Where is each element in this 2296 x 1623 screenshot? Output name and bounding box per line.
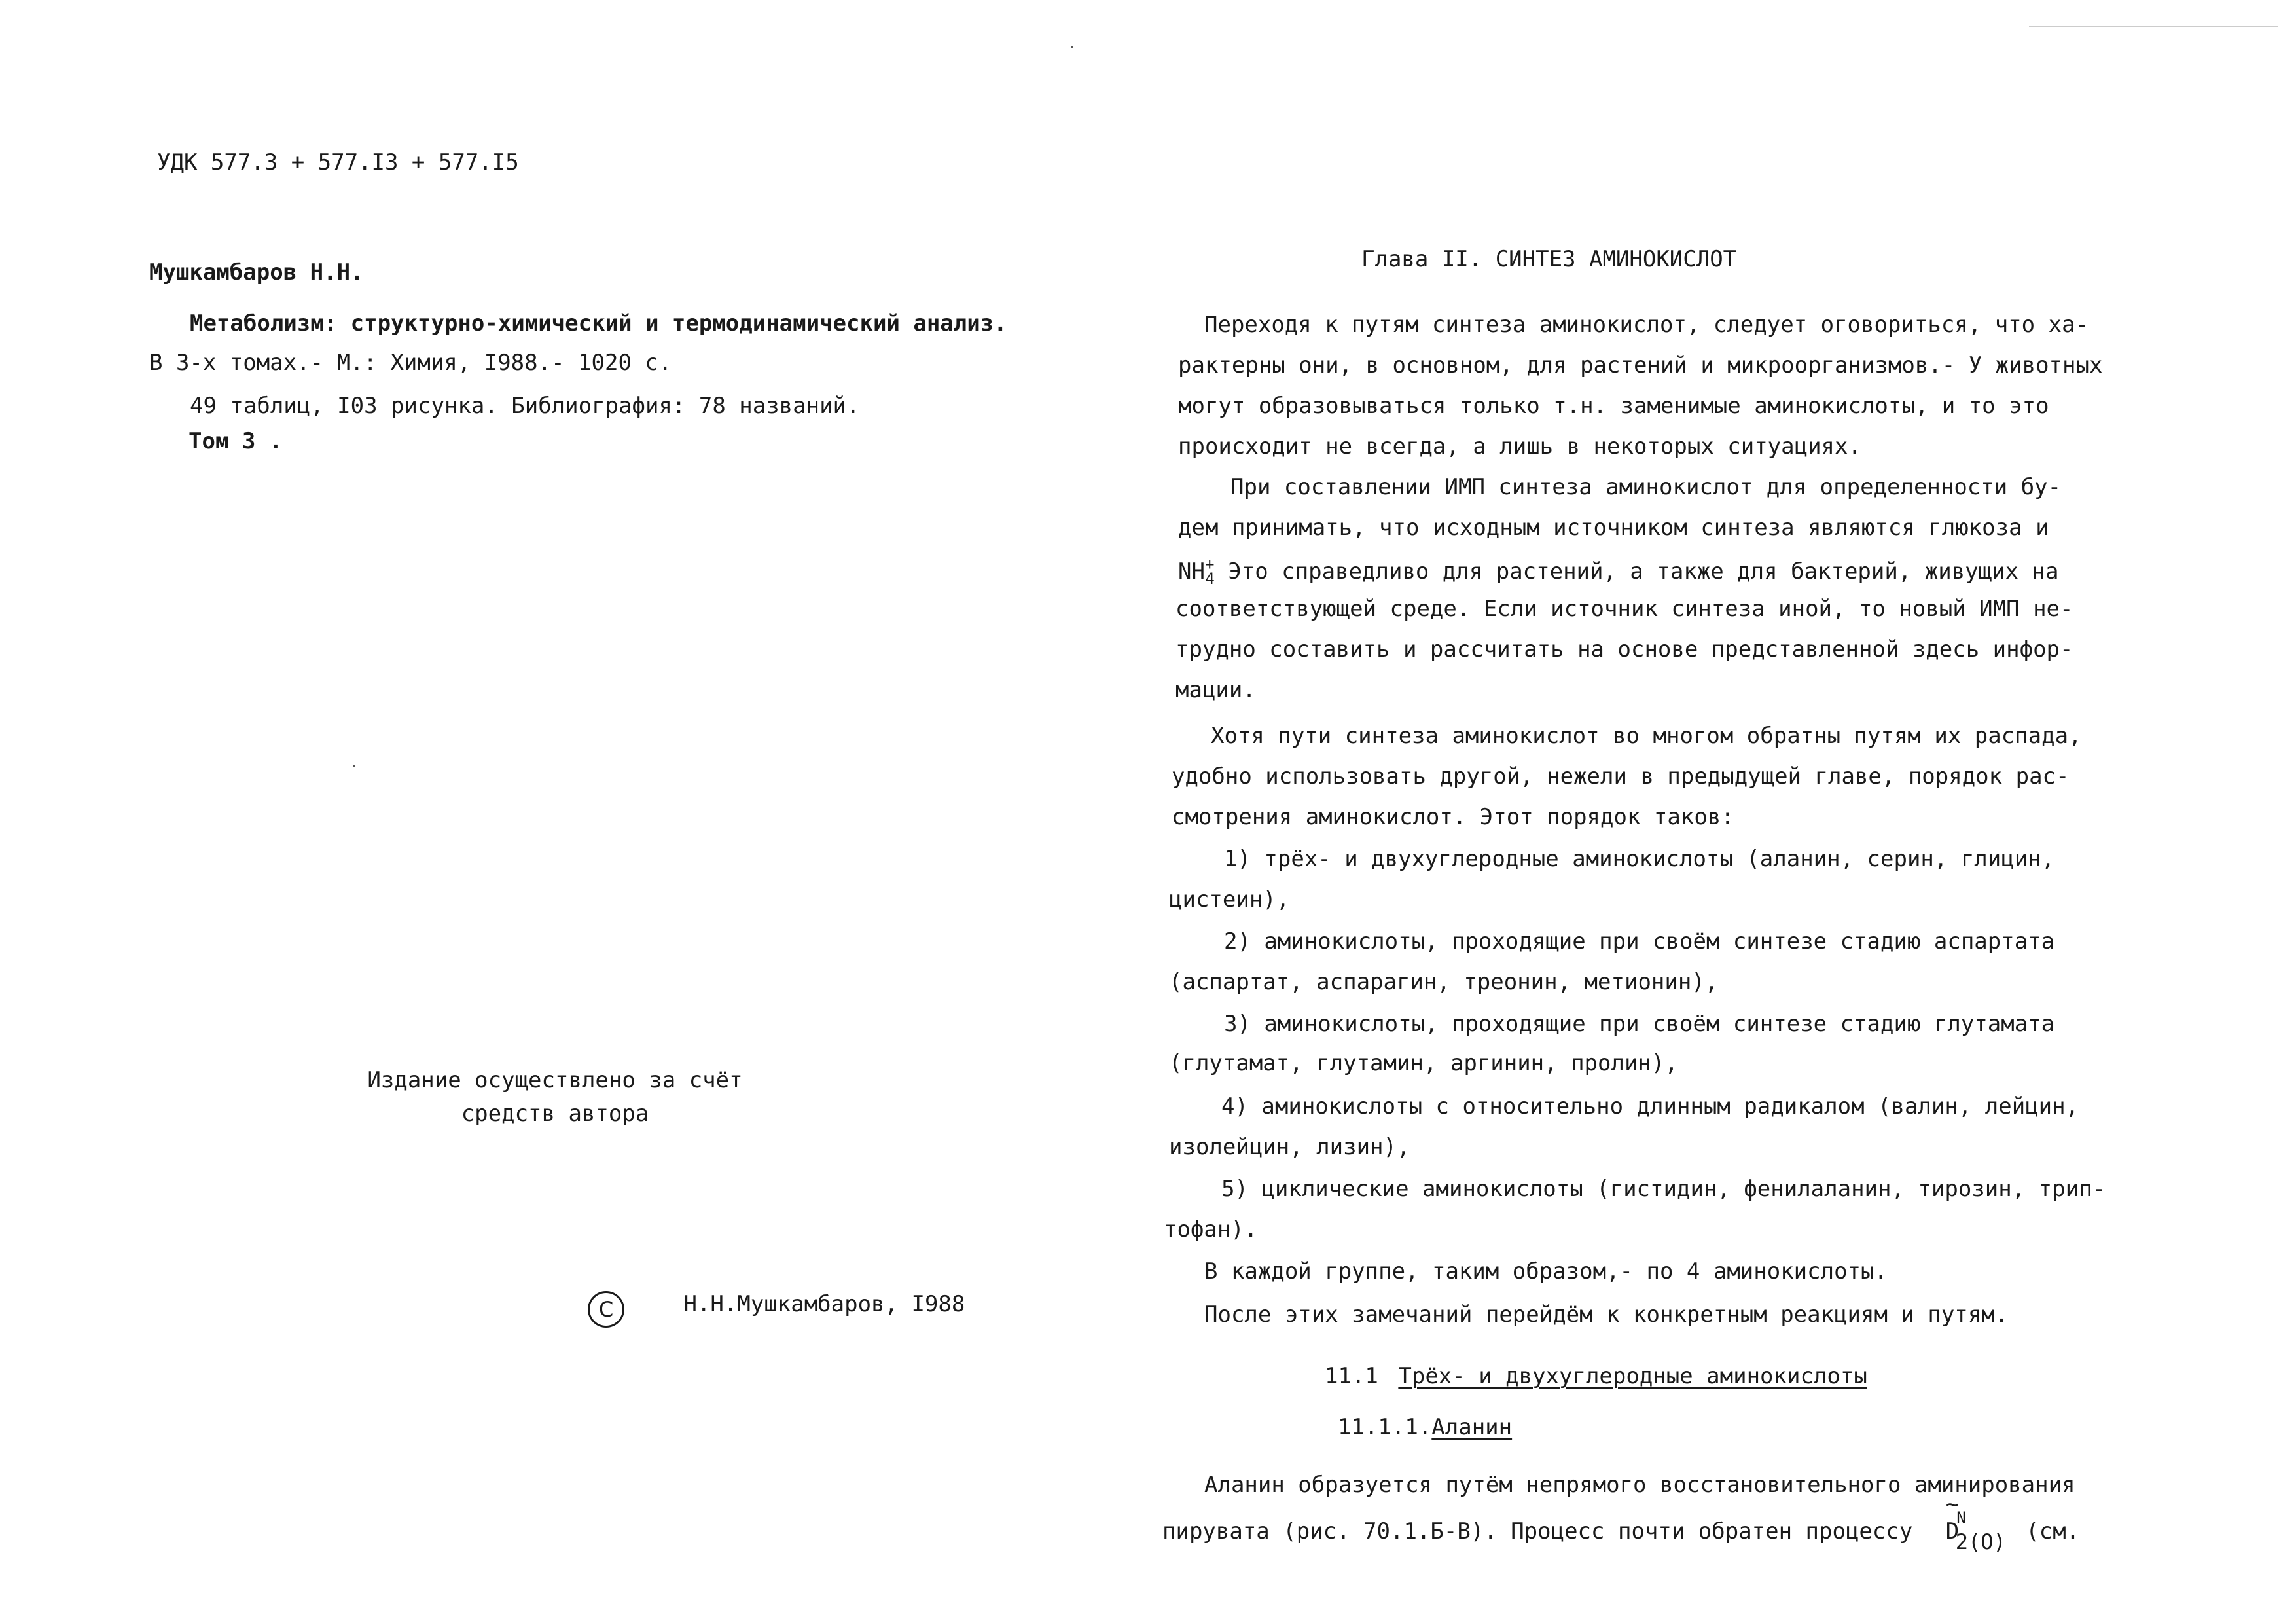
para-line: После этих замечаний перейдём к конкретным реакциям и путям. — [1204, 1302, 2009, 1328]
para-line: происходит не всегда, а лишь в некоторых ситуациях. — [1178, 433, 1861, 460]
list-item: 1) трёх- и двухуглеродные аминокислоты (аланин, серин, глицин, — [1224, 846, 2055, 872]
publication-info: В 3-х томах.- М.: Химия, I988.- 1020 с. — [149, 350, 672, 376]
scan-speck — [2029, 26, 2278, 27]
para-line: трудно составить и рассчитать на основе представленной здесь инфор- — [1175, 636, 2073, 663]
scan-speck — [1071, 46, 1073, 48]
list-item-cont: изолейцин, лизин), — [1169, 1134, 1410, 1160]
para-line: Хотя пути синтеза аминокислот во многом обратны путям их распада, — [1211, 723, 2082, 749]
list-item-cont: цистеин), — [1169, 886, 1290, 913]
para-line: мации. — [1175, 677, 1256, 703]
list-item-cont: (аспартат, аспарагин, треонин, метионин), — [1169, 969, 1719, 995]
nh4-formula: $NH^+_4$ — [1178, 555, 1215, 588]
para-line: смотрения аминокислот. Этот порядок таков: — [1172, 804, 1734, 830]
subsection-title: Аланин — [1431, 1414, 1513, 1440]
list-item-cont: (глутамат, глутамин, аргинин, пролин), — [1169, 1050, 1678, 1076]
chapter-heading: Глава II. СИНТЕЗ АМИНОКИСЛОТ — [1361, 246, 1737, 272]
para-line: рактерны они, в основном, для растений и микроорганизмов.- У животных — [1178, 352, 2103, 378]
copyright-icon: C — [588, 1291, 624, 1328]
copyright-line — [588, 1291, 965, 1328]
funding-note — [359, 1067, 751, 1127]
scan-speck — [353, 765, 355, 767]
subsection-number: 11.1.1. — [1338, 1414, 1432, 1440]
list-item: 5) циклические аминокислоты (гистидин, фенилаланин, тирозин, трип- — [1221, 1176, 2106, 1202]
subsection-heading — [1338, 1414, 1512, 1441]
para-line: дем принимать, что исходным источником синтеза являются глюкоза и — [1178, 515, 2049, 541]
book-title: Метаболизм: структурно-химический и термодинамический анализ. — [190, 310, 1007, 337]
section-title: Трёх- и двухуглеродные аминокислоты — [1398, 1363, 1867, 1389]
para-line-nh4: $NH^+_4$ Это справедливо для растений, а также для бактерий, живущих на — [1178, 555, 2059, 588]
udc-code: УДК 577.3 + 577.I3 + 577.I5 — [157, 149, 519, 175]
list-item: 3) аминокислоты, проходящие при своём синтезе стадию глутамата — [1224, 1011, 2055, 1037]
author: Мушкамбаров Н.Н. — [149, 259, 364, 285]
section-heading — [1325, 1363, 1867, 1390]
para-line: Переходя к путям синтеза аминокислот, следует оговориться, что ха- — [1204, 312, 2089, 338]
para-line: могут образовываться только т.н. заменимые аминокислоты, и то это — [1178, 393, 2049, 419]
list-item: 2) аминокислоты, проходящие при своём синтезе стадию аспартата — [1224, 928, 2055, 955]
volume-number: Том 3 . — [188, 428, 283, 454]
contents-info: 49 таблиц, I03 рисунка. Библиография: 78 названий. — [190, 393, 860, 419]
copyright-text: Н.Н.Мушкамбаров, I988 — [683, 1291, 965, 1317]
funding-line-2: средств автора — [461, 1100, 649, 1127]
para-line: соответствующей среде. Если источник синтеза иной, то новый ИМП не- — [1175, 596, 2073, 622]
para-line: удобно использовать другой, нежели в предыдущей главе, порядок рас- — [1172, 763, 2070, 790]
funding-line-1: Издание осуществлено за счёт — [367, 1067, 743, 1093]
para-line: При составлении ИМП синтеза аминокислот для определенности бу- — [1230, 474, 2062, 500]
para-line: Аланин образуется путём непрямого восстановительного аминирования — [1204, 1472, 2075, 1498]
section-number: 11.1 — [1325, 1363, 1378, 1389]
list-item: 4) аминокислоты с относительно длинным радикалом (валин, лейцин, — [1221, 1093, 2079, 1120]
para-line-formula: пирувата (рис. 70.1.Б-В). Процесс почти обратен процессу ~ $D^N2(O)$ (см. — [1162, 1491, 2080, 1554]
para-line: В каждой группе, таким образом,- по 4 аминокислоты. — [1204, 1258, 1888, 1285]
d2-formula: ~ $D^N2(O)$ — [1945, 1491, 2006, 1554]
list-item-cont: тофан). — [1164, 1216, 1258, 1243]
